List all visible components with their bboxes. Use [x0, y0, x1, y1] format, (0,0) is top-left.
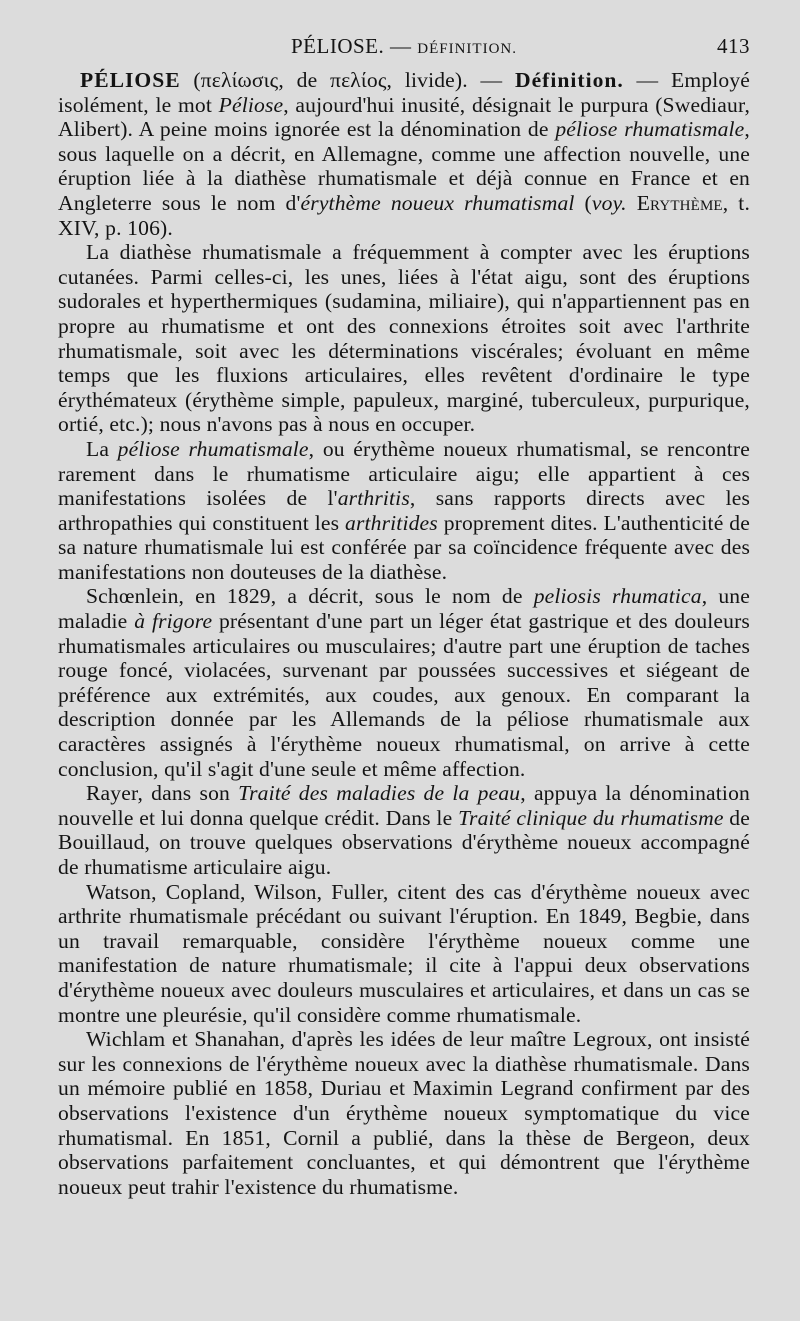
- text-run: de Bouillaud, on trouve quelques observations d'érythème noueux accompagné de rhumatisme articulaire aigu.: [58, 805, 750, 879]
- text-run: , appuya la dénomination nouvelle et lui donna quelque crédit. Dans le: [58, 781, 750, 830]
- italic-run: peliosis rhumatica: [533, 584, 702, 609]
- text-run: , ou érythème noueux rhumatismal, se rencontre rarement dans le rhumatisme articulaire aigu; elle appartient à ces manifestations isolées de l': [58, 436, 750, 511]
- text-run: La: [86, 436, 118, 461]
- text-run: présentant d'une part un léger état gastrique et des douleurs rhumatismales articulaires ou musculaires; d'autre part une éruption de taches rouge foncé, violacées, survenant par poussées successives et siégeant de préférence aux extrémités, aux coudes, aux genoux. En comparant la description donnée par les Allemands de la péliose rhumatismale aux caractères assignés à l'érythème noueux rhumatismal, on arrive à cette conclusion, qu'il s'agit d'une seule et même affection.: [58, 609, 750, 781]
- text-run: , sous laquelle on a décrit, en Allemagne, comme une affection nouvelle, une éruption liée à la diathèse rhumatismale et déjà connue en France et en Angleterre sous le nom d': [58, 117, 750, 215]
- italic-run: arthritides: [345, 510, 438, 535]
- entry-term: PÉLIOSE: [80, 68, 181, 92]
- text-run: Rayer, dans son: [86, 781, 239, 806]
- running-head: [58, 34, 750, 68]
- italic-run: Péliose: [218, 92, 284, 117]
- cross-reference: Erythème: [636, 190, 723, 215]
- paragraph-7: Wichlam et Shanahan, d'après les idées de leur maître Legroux, ont insisté sur les connexions de l'érythème noueux avec la diathèse rhumatismale. Dans un mémoire publié en 1858, Duriau et Maximin Legrand confirment par des observations l'existence d'un érythème noueux symptomatique du vice rhumatismal. En 1851, Cornil a publié, dans la thèse de Bergeon, deux observations parfaitement concluantes, et qui démontrent que l'érythème noueux peut trahir l'existence du rhumatisme.: [58, 1027, 750, 1199]
- italic-run: Traité des maladies de la peau: [238, 781, 521, 806]
- text-run: (: [574, 190, 592, 215]
- running-title-section: DÉFINITION.: [417, 41, 517, 57]
- text-run: , une maladie: [58, 584, 750, 634]
- text-run: , t. XIV, p. 106).: [58, 190, 750, 240]
- paragraph-definition: [58, 68, 750, 240]
- article-body: [58, 68, 750, 1199]
- paragraph-3: [58, 437, 750, 585]
- text-run: [627, 191, 637, 215]
- running-title: [58, 34, 750, 59]
- text-run: Schœnlein, en 1829, a décrit, sous le nom de: [86, 584, 534, 609]
- running-title-dash: —: [390, 34, 412, 58]
- text-run: proprement dites. L'authenticité de sa nature rhumatismale lui est conférée par sa coïncidence fréquente avec des manifestations non douteuses de la diathèse.: [58, 510, 750, 584]
- italic-run: Traité clinique du rhumatisme: [458, 805, 724, 830]
- italic-run: à frigore: [134, 609, 213, 634]
- text-run: , aujourd'hui inusité, désignait le purpura (Swediaur, Alibert). A peine moins ignorée est la dénomination de: [58, 92, 750, 142]
- etymology: (πελίωσις, de πελίος, livide). —: [180, 68, 515, 92]
- italic-run: arthritis: [337, 486, 410, 511]
- italic-run: voy.: [591, 190, 627, 215]
- italic-run: érythème noueux rhumatismal: [300, 190, 575, 215]
- paragraph-2: La diathèse rhumatismale a fréquemment à compter avec les éruptions cutanées. Parmi celles-ci, les unes, liées à l'état aigu, sont des éruptions sudorales et hyperthermiques (sudamina, miliaire), qui n'appartiennent pas en propre au rhumatisme et ont des connexions étroites soit avec l'arthrite rhumatismale, soit avec les déterminations viscérales; évoluant en même temps que les fluxions articulaires, elles revêtent d'ordinaire le type érythémateux (érythème simple, papuleux, marginé, tuberculeux, purpurique, ortié, etc.); nous n'avons pas à nous en occuper.: [58, 240, 750, 437]
- italic-run: péliose rhumatismale: [555, 117, 745, 142]
- paragraph-4: [58, 584, 750, 781]
- text-run: , sans rapports directs avec les arthropathies qui constituent les: [58, 486, 751, 535]
- text-run: — Employé isolément, le mot: [58, 68, 751, 117]
- paragraph-6: Watson, Copland, Wilson, Fuller, citent des cas d'érythème noueux avec arthrite rhumatismale précédant ou suivant l'éruption. En 1849, Begbie, dans un travail remarquable, considère l'érythème noueux comme une manifestation de nature rhumatismale; il cite à l'appui deux observations d'érythème noueux avec douleurs musculaires et articulaires, et dans un cas se montre une pleurésie, qu'il considère comme rhumatismale.: [58, 879, 750, 1027]
- paragraph-5: [58, 781, 750, 879]
- running-title-main: PÉLIOSE.: [291, 34, 385, 58]
- italic-run: péliose rhumatismale: [117, 436, 309, 461]
- page-number: 413: [717, 34, 750, 58]
- definition-label: Définition.: [515, 68, 624, 92]
